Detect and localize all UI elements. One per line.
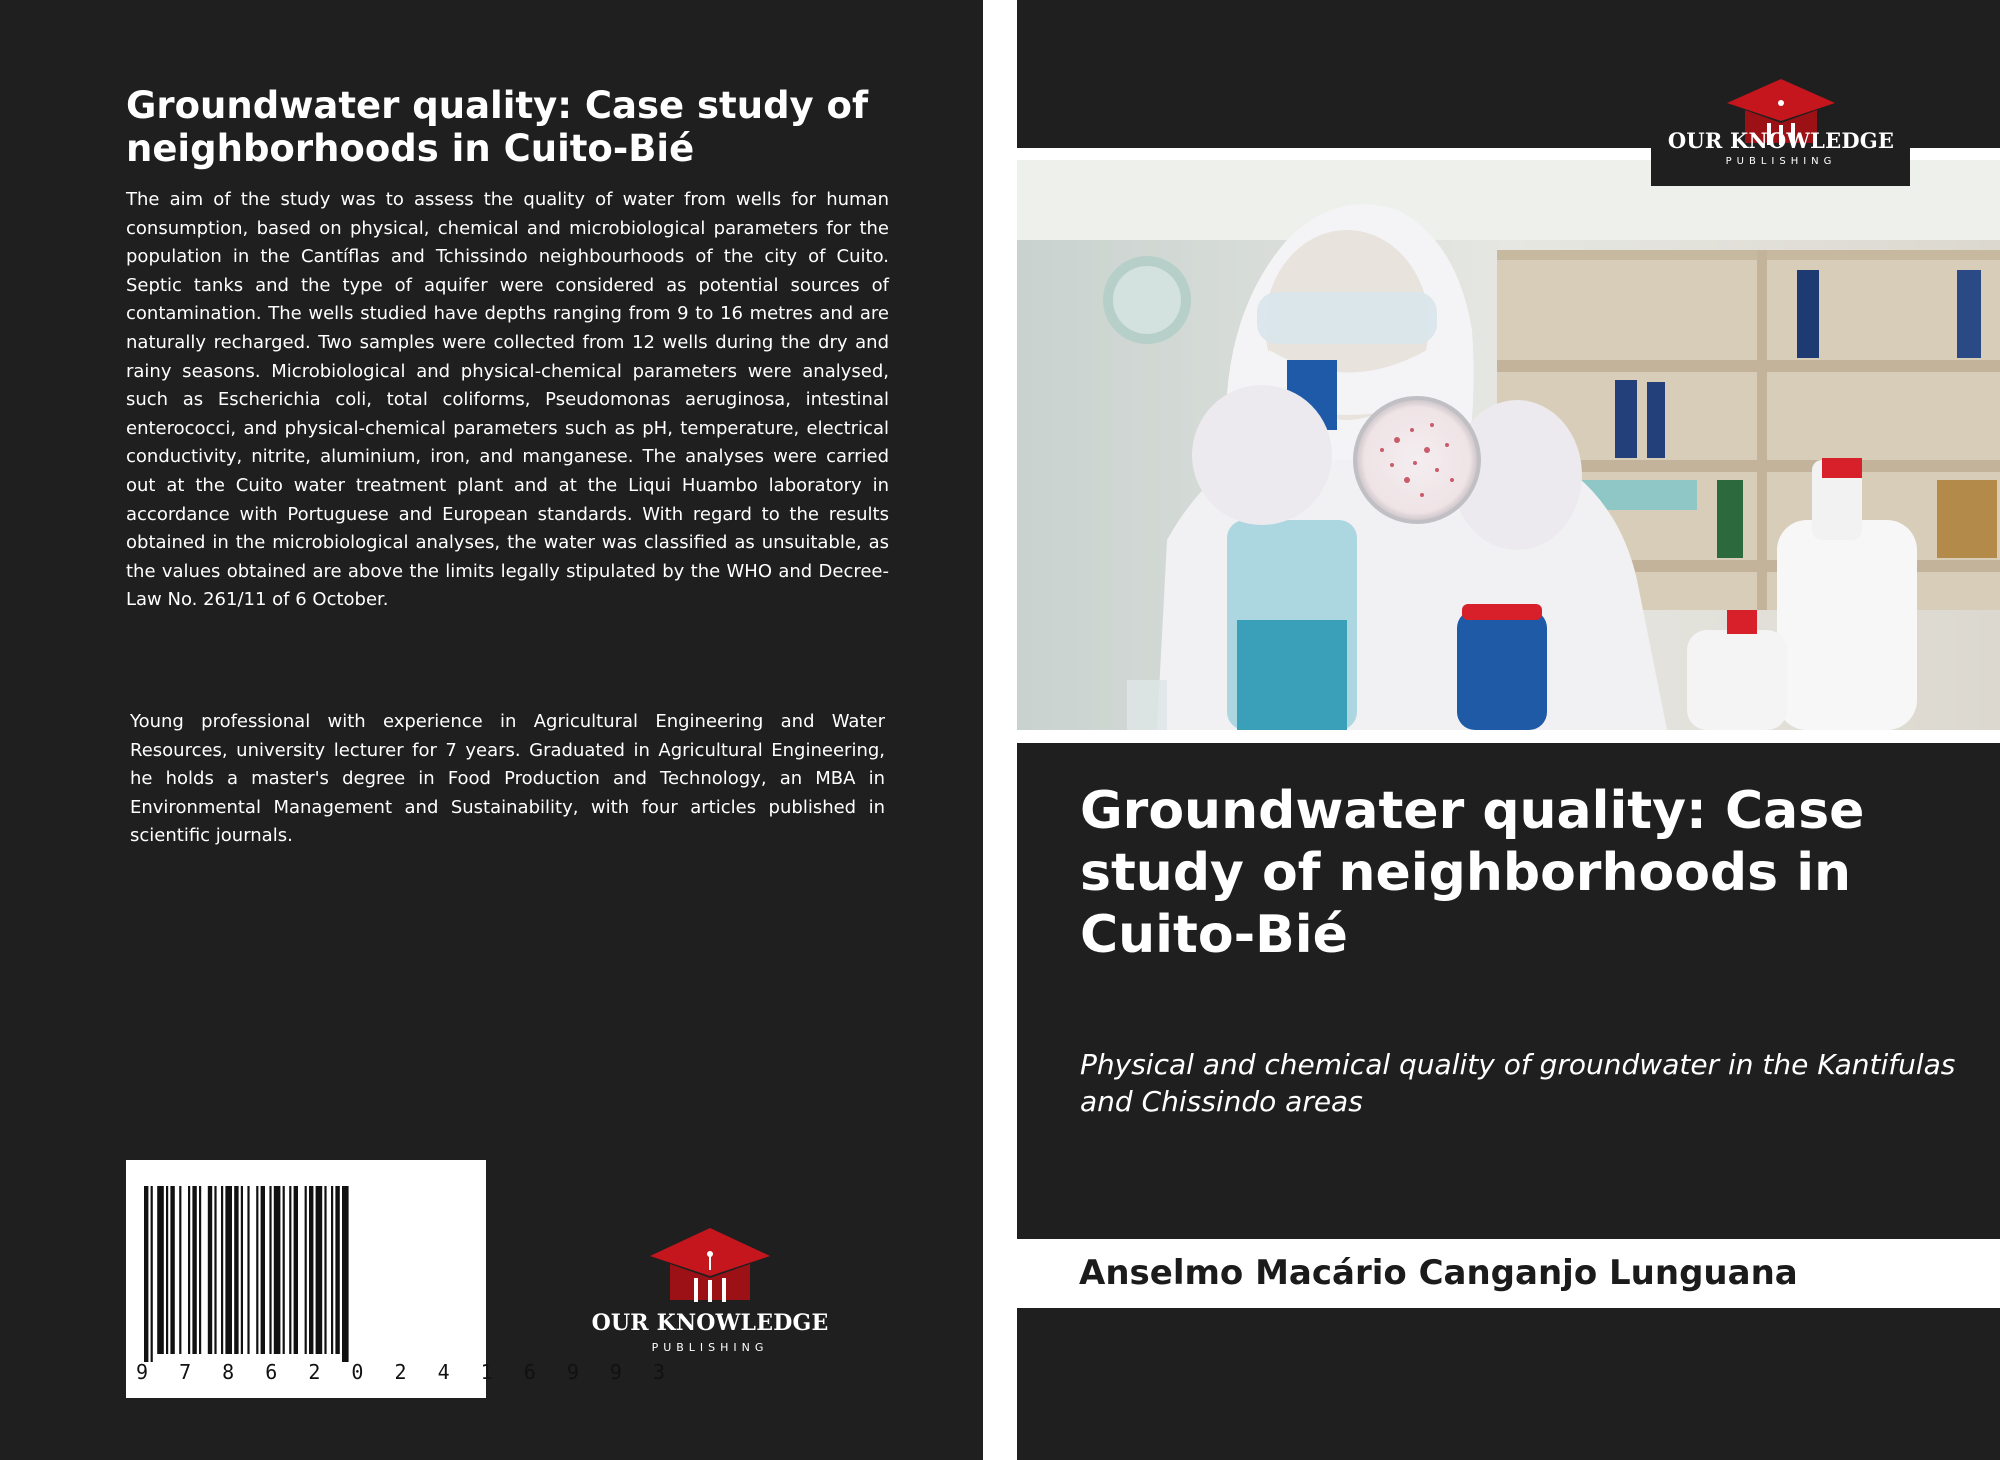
spine — [983, 0, 1017, 1460]
front-cover-title: Groundwater quality: Case study of neighborhoods in Cuito-Bié — [1080, 781, 1865, 965]
back-cover-title: Groundwater quality: Case study of neighborhoods in Cuito-Bié — [126, 84, 869, 170]
publisher-logo-front — [1651, 0, 1910, 186]
author-band — [1017, 1239, 2000, 1308]
publisher-subname: PUBLISHING — [1725, 156, 1837, 167]
publisher-subname: PUBLISHING — [651, 1341, 769, 1354]
graduation-cap-logo-icon — [590, 1226, 830, 1310]
publisher-logo-back — [590, 1226, 830, 1366]
cover-photo-frame — [1017, 148, 2000, 743]
author-bio: Young professional with experience in Agricultural Engineering and Water Resources, university lecturer for 7 years. Graduated in Agricultural Engineering, he holds a master's degree in Food Production and Technology, an MBA in Environmental Management and Sustainability, with four articles published in scientific journals. — [130, 711, 885, 847]
front-cover-subtitle: Physical and chemical quality of groundwater in the Kantifulas and Chissindo areas — [1080, 1048, 1956, 1118]
publisher-name: OUR KNOWLEDGE — [591, 1310, 829, 1336]
barcode-bars — [142, 1186, 472, 1362]
publisher-name: OUR KNOWLEDGE — [1667, 128, 1895, 153]
abstract-text: The aim of the study was to assess the quality of water from wells for human consumption, based on physical, chemical and microbiological parameters for the population in the Cantíflas and Tchissindo neighbourhoods of the city of Cuito. Septic tanks and the type of aquifer were considered as potential sources of contamination. The wells studied have depths ranging from 9 to 16 metres and are naturally recharged. Two samples were collected from 12 wells during the dry and rainy seasons. Microbiological and physical-chemical parameters were analysed, such as Escherichia coli, total coliforms, Pseudomonas aeruginosa, intestinal enterococci, and physical-chemical parameters such as pH, temperature, electrical conductivity, nitrite, aluminium, iron, and manganese. The analyses were carried out at the Cuito water treatment plant and at the Liqui Huambo laboratory in accordance with Portuguese and European standards. With regard to the results obtained in the microbiological analyses, the water was classified as unsuitable, as the values obtained are above the limits legally stipulated by the WHO and Decree-Law No. 261/11 of 6 October. — [126, 189, 889, 611]
isbn-number: 9 7 8 6 2 0 2 4 1 6 9 9 3 — [136, 1360, 675, 1384]
barcode — [126, 1160, 675, 1398]
author-name: Anselmo Macário Canganjo Lunguana — [1079, 1253, 1798, 1293]
cover-photo-scientist-petri-dish — [1017, 160, 2000, 730]
